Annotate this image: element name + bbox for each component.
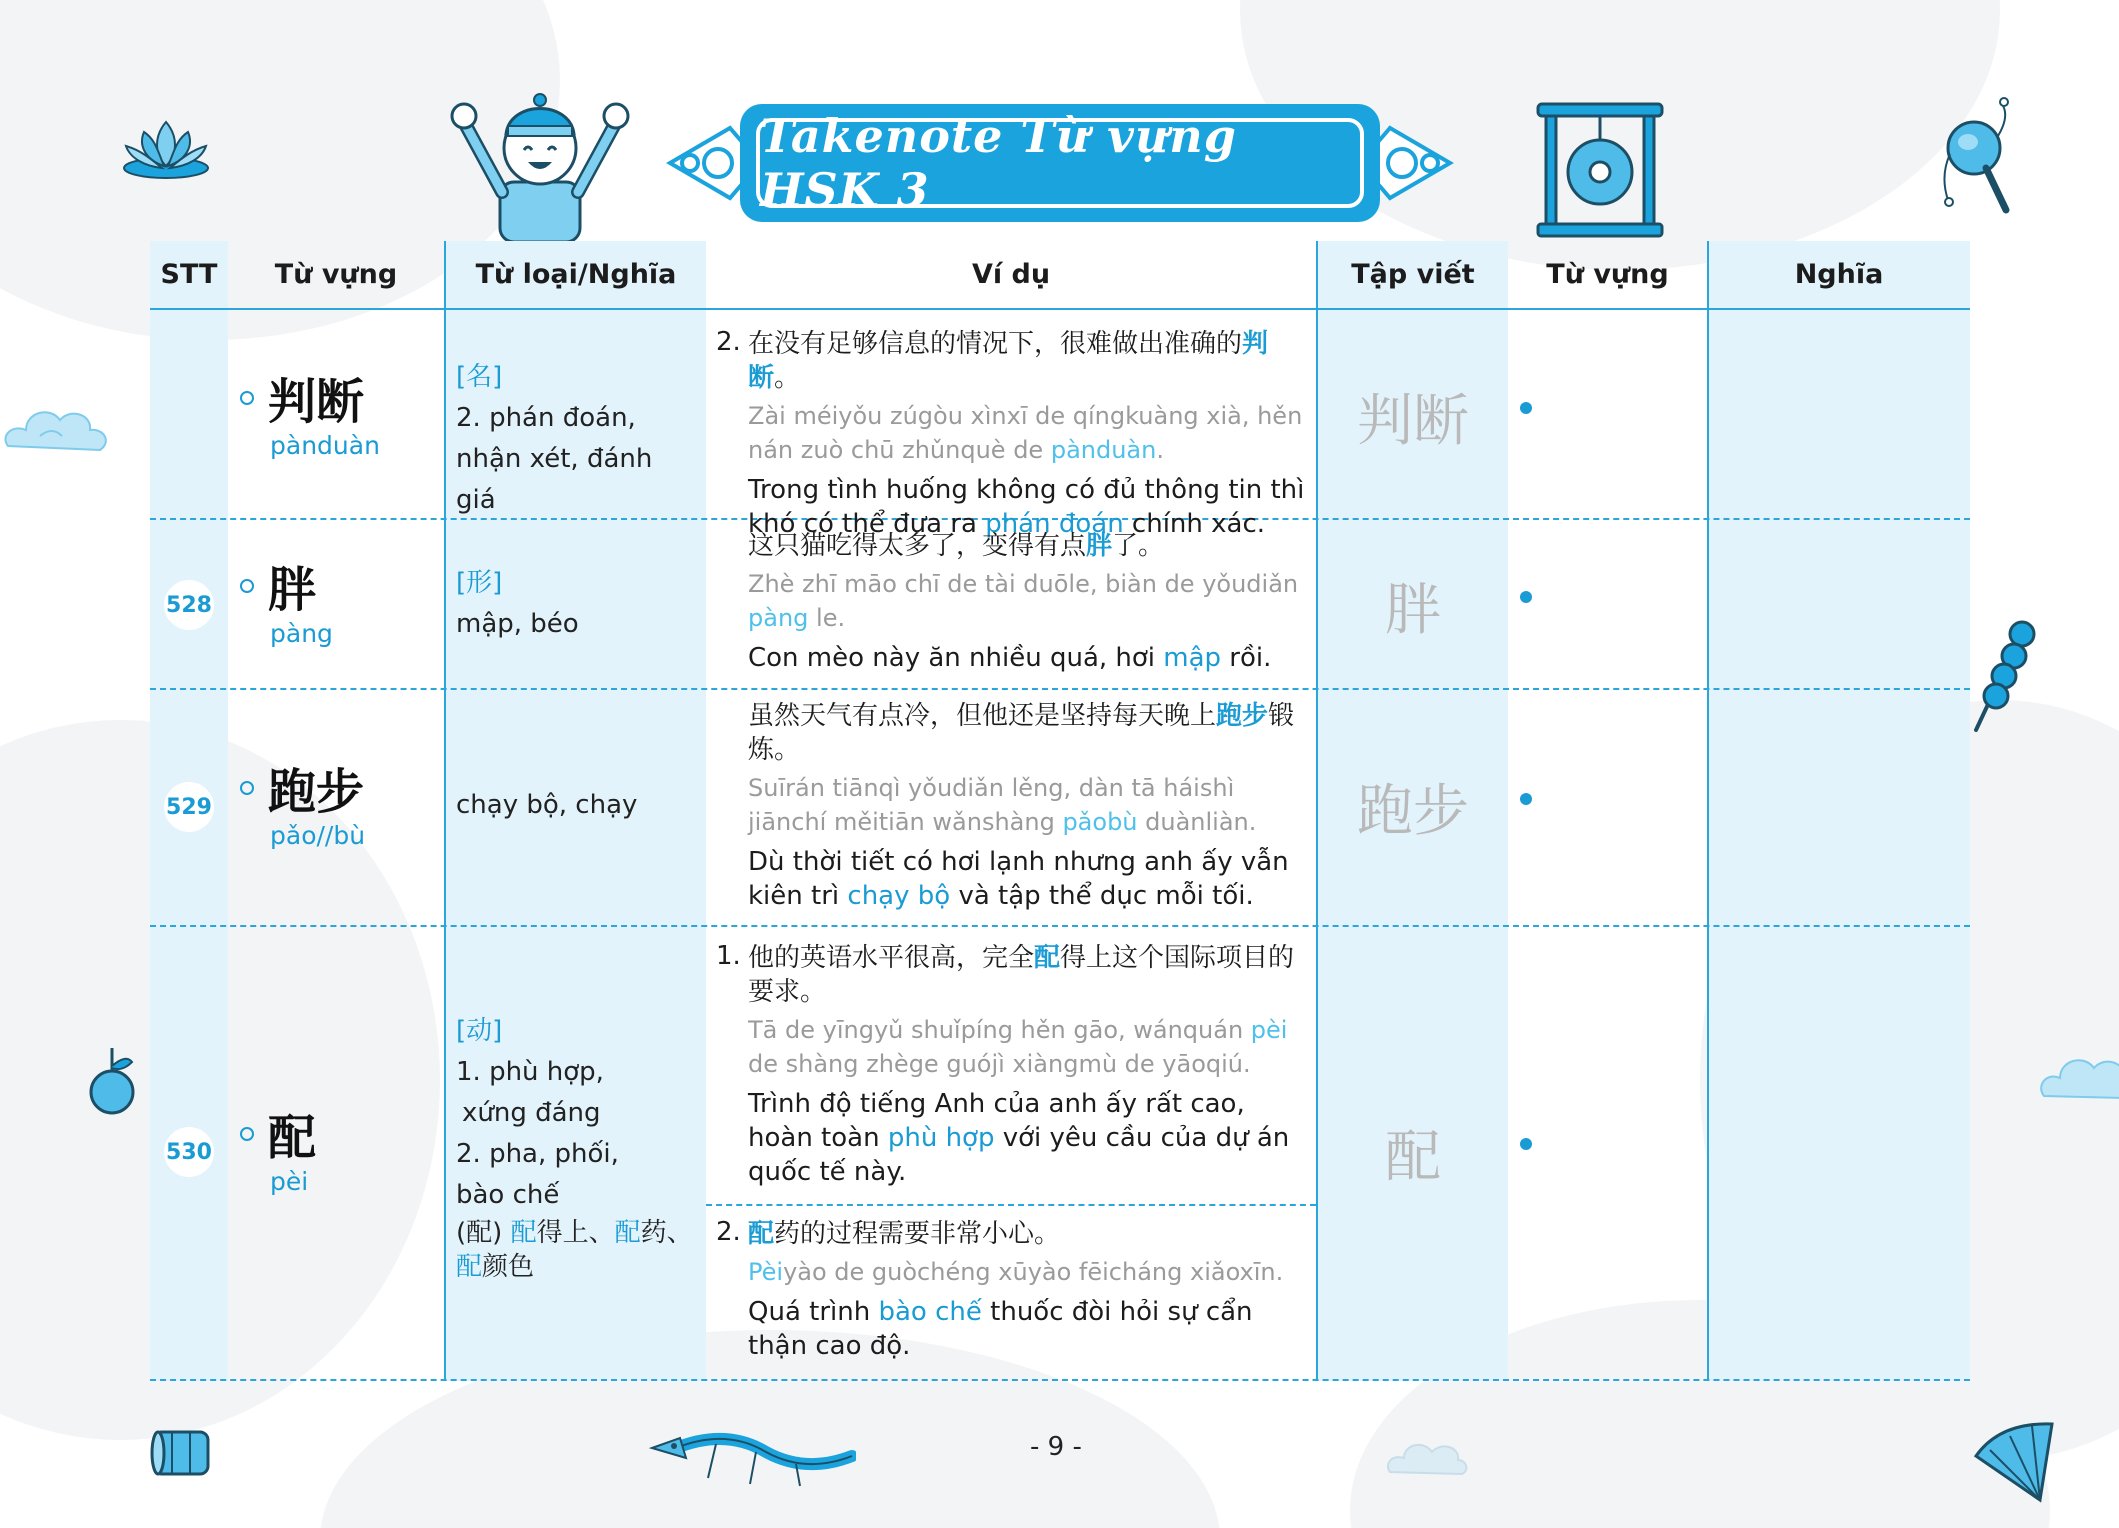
header-divider: [150, 308, 1970, 310]
stt-number: 529: [164, 782, 214, 832]
row-divider: [150, 1379, 1970, 1381]
word-meaning: [456, 357, 696, 521]
example-chinese: 配药的过程需要非常小心。: [748, 1219, 1061, 1249]
word-hanzi: 判断: [268, 374, 365, 430]
word-bullet-icon: [240, 391, 254, 405]
example-number: 2.: [716, 1217, 741, 1247]
boy-mascot-icon: [450, 82, 630, 242]
page-title: Takenote Từ vựng HSK 3: [756, 118, 1364, 208]
example-pinyin: Zhè zhī māo chī de tài duōle, biàn de yǒudiǎn pàng le.: [748, 570, 1299, 632]
bullet-icon: [1520, 793, 1532, 805]
example-number: 2.: [716, 327, 741, 357]
example-number: 1.: [716, 941, 741, 971]
example-vietnamese: Con mèo này ăn nhiều quá, hơi mập rồi.: [748, 643, 1272, 673]
word-type-tag: [名]: [456, 362, 503, 392]
word-pinyin: pǎo//bù: [270, 821, 366, 850]
title-banner: [660, 98, 1460, 228]
bullet-icon: [1520, 1138, 1532, 1150]
word-hanzi: 跑步: [268, 764, 365, 820]
example-block: [716, 327, 1310, 541]
example-block: [716, 699, 1310, 913]
drum-icon: [148, 1426, 214, 1480]
stt-number: 528: [164, 580, 214, 630]
header-example: Ví dụ: [971, 259, 1051, 290]
word-type-tag: [动]: [456, 1016, 503, 1046]
writing-practice: 判断: [1357, 389, 1469, 454]
meaning-text: bào chế: [456, 1180, 560, 1210]
word-meaning: [456, 785, 696, 826]
example-pinyin: Suīrán tiānqì yǒudiǎn lěng, dàn tā háishì jiānchí měitiān wǎnshàng pǎobù duànliàn.: [748, 774, 1257, 836]
header-stt: STT: [160, 259, 218, 290]
gong-icon: [1530, 100, 1670, 240]
example-vietnamese: Dù thời tiết có hơi lạnh nhưng anh ấy vẫn kiên trì chạy bộ và tập thể dục mỗi tối.: [748, 847, 1289, 911]
example-block: [716, 529, 1310, 675]
writing-practice: 配: [1385, 1125, 1441, 1190]
example-vietnamese: Quá trình bào chế thuốc đòi hỏi sự cẩn thận cao độ.: [748, 1297, 1253, 1361]
collocations: 配颜色: [456, 1252, 535, 1282]
word-pinyin: pàng: [270, 619, 333, 648]
header-word2: Từ vựng: [1546, 259, 1669, 290]
cloud-icon: [1384, 1436, 1468, 1480]
example-vietnamese: Trình độ tiếng Anh của anh ấy rất cao, hoàn toàn phù hợp với yêu cầu của dự án quốc tế này.: [748, 1089, 1290, 1187]
example-pinyin: Tā de yīngyǔ shuǐpíng hěn gāo, wánquán pèi de shàng zhège guójì xiàngmù de yāoqiú.: [748, 1016, 1288, 1078]
meaning-text: 1. phù hợp,: [456, 1057, 604, 1087]
meaning-text: 2. pha, phối,: [456, 1139, 619, 1169]
stt-number: 530: [164, 1127, 214, 1177]
header-word: Từ vựng: [274, 259, 398, 290]
row-divider: [150, 925, 1970, 927]
word-hanzi: 配: [268, 1110, 317, 1166]
header-meaning2: Nghĩa: [1794, 259, 1884, 290]
cloud-icon: [2036, 1040, 2119, 1110]
example-pinyin: Zài méiyǒu zúgòu xìnxī de qíngkuàng xià, hěn nán zuò chū zhǔnquè de pànduàn.: [748, 402, 1303, 464]
word-pinyin: pèi: [270, 1167, 309, 1196]
bullet-icon: [1520, 591, 1532, 603]
example-chinese: 在没有足够信息的情况下，很难做出准确的判断。: [748, 329, 1269, 393]
orange-icon: [86, 1044, 138, 1116]
fan-icon: [1970, 1418, 2060, 1508]
example-vietnamese: Trong tình huống không có đủ thông tin thì khó có thể đưa ra phán đoán chính xác.: [748, 475, 1305, 539]
example-chinese: 这只猫吃得太多了，变得有点胖了。: [748, 531, 1165, 561]
word-bullet-icon: [240, 781, 254, 795]
writing-practice: 胖: [1385, 578, 1441, 643]
example-chinese: 他的英语水平很高，完全配得上这个国际项目的要求。: [748, 943, 1295, 1007]
example-block: [716, 1217, 1310, 1363]
word-type-tag: [形]: [456, 568, 503, 598]
example-pinyin: Pèiyào de guòchéng xūyào fēicháng xiǎoxīn.: [748, 1258, 1284, 1286]
word-pinyin: pànduàn: [270, 431, 380, 460]
example-divider: [706, 1204, 1316, 1206]
example-block: [716, 941, 1310, 1189]
meaning2-column-bg: [1708, 241, 1970, 1381]
rattle-drum-icon: [1940, 96, 2020, 216]
meaning-text: 2. phán đoán, nhận xét, đánh giá: [456, 403, 653, 515]
meaning-text: chạy bộ, chạy: [456, 790, 638, 820]
column-divider: [1707, 241, 1709, 1381]
bullet-icon: [1520, 402, 1532, 414]
row-divider: [150, 688, 1970, 690]
page-number: - 9 -: [1030, 1432, 1082, 1462]
column-divider: [444, 241, 446, 1381]
word-meaning: [456, 1011, 696, 1284]
word-bullet-icon: [240, 579, 254, 593]
meaning-text: mập, béo: [456, 609, 579, 639]
example-chinese: 虽然天气有点冷，但他还是坚持每天晚上跑步锻炼。: [748, 701, 1295, 765]
collocations: (配) 配得上、配药、: [456, 1218, 693, 1248]
word-bullet-icon: [240, 1127, 254, 1141]
dragon-icon: [646, 1418, 856, 1488]
writing-practice: 跑步: [1357, 779, 1469, 844]
cloud-icon: [0, 396, 112, 460]
vocabulary-table: [150, 241, 1970, 1381]
header-type-meaning: Từ loại/Nghĩa: [475, 259, 677, 290]
word-hanzi: 胖: [268, 562, 317, 618]
lotus-icon: [118, 116, 214, 180]
header-writing: Tập viết: [1351, 259, 1475, 290]
word-meaning: [456, 563, 696, 645]
meaning-text: xứng đáng: [462, 1098, 601, 1128]
candied-fruit-icon: [1970, 616, 2040, 736]
